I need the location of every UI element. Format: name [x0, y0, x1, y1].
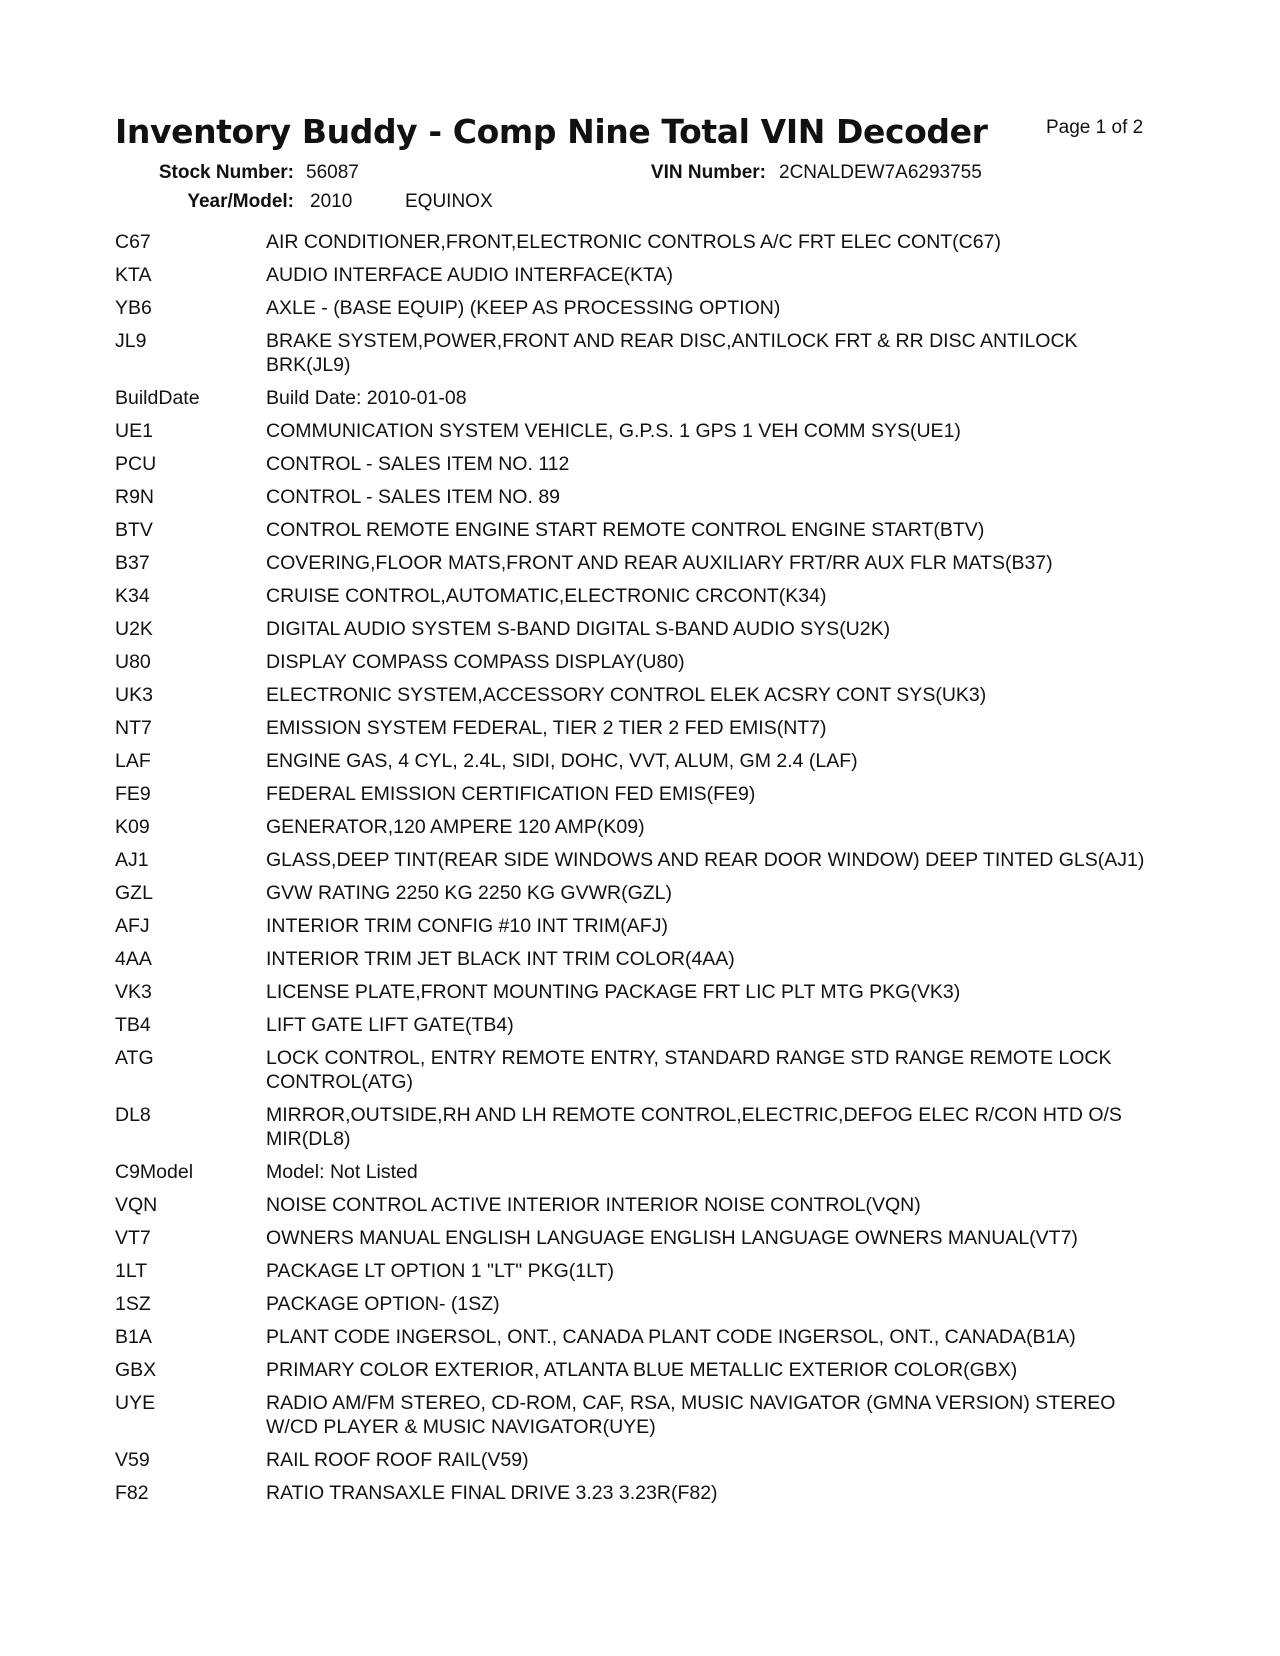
option-row — [115, 1013, 1160, 1037]
option-row — [115, 1046, 1160, 1094]
model-value: EQUINOX — [405, 191, 493, 212]
option-code: KTA — [115, 264, 152, 286]
option-description: BRAKE SYSTEM,POWER,FRONT AND REAR DISC,ANTILOCK FRT & RR DISC ANTILOCK BRK(JL9) — [266, 330, 1078, 376]
stock-number-label: Stock Number: — [158, 162, 294, 183]
option-code: TB4 — [115, 1014, 151, 1036]
option-row — [115, 518, 1160, 542]
option-code: ATG — [115, 1047, 154, 1069]
option-row — [115, 749, 1160, 773]
option-description: GENERATOR,120 AMPERE 120 AMP(K09) — [266, 816, 645, 838]
option-description: GVW RATING 2250 KG 2250 KG GVWR(GZL) — [266, 882, 672, 904]
option-row — [115, 1160, 1160, 1184]
option-description: FEDERAL EMISSION CERTIFICATION FED EMIS(FE9) — [266, 783, 756, 805]
vin-number-label: VIN Number: — [650, 162, 766, 183]
option-row — [115, 650, 1160, 674]
option-description: DIGITAL AUDIO SYSTEM S-BAND DIGITAL S-BAND AUDIO SYS(U2K) — [266, 618, 891, 640]
option-description: CONTROL REMOTE ENGINE START REMOTE CONTROL ENGINE START(BTV) — [266, 519, 985, 541]
page-title: Inventory Buddy - Comp Nine Total VIN Decoder — [115, 112, 988, 151]
option-description: MIRROR,OUTSIDE,RH AND LH REMOTE CONTROL,ELECTRIC,DEFOG ELEC R/CON HTD O/S MIR(DL8) — [266, 1104, 1122, 1150]
option-code: C9Model — [115, 1161, 194, 1183]
option-code: U80 — [115, 651, 151, 673]
option-description: PACKAGE OPTION- (1SZ) — [266, 1293, 500, 1315]
option-code: JL9 — [115, 330, 147, 352]
option-code: BTV — [115, 519, 153, 541]
option-code: VQN — [115, 1194, 158, 1216]
option-description: ELECTRONIC SYSTEM,ACCESSORY CONTROL ELEK ACSRY CONT SYS(UK3) — [266, 684, 987, 706]
option-code: FE9 — [115, 783, 151, 805]
option-code: B37 — [115, 552, 150, 574]
option-code: PCU — [115, 453, 157, 475]
option-code: UYE — [115, 1392, 156, 1414]
option-row — [115, 296, 1160, 320]
option-row — [115, 914, 1160, 938]
option-row — [115, 1259, 1160, 1283]
option-code: U2K — [115, 618, 153, 640]
option-row — [115, 1103, 1160, 1151]
option-description: AUDIO INTERFACE AUDIO INTERFACE(KTA) — [266, 264, 674, 286]
option-code: AFJ — [115, 915, 150, 937]
option-row — [115, 386, 1160, 410]
option-code: GZL — [115, 882, 153, 904]
option-code: VK3 — [115, 981, 152, 1003]
option-row — [115, 716, 1160, 740]
option-code: AJ1 — [115, 849, 149, 871]
option-description: LOCK CONTROL, ENTRY REMOTE ENTRY, STANDARD RANGE STD RANGE REMOTE LOCK CONTROL(ATG) — [266, 1047, 1112, 1093]
option-row — [115, 848, 1160, 872]
option-code: F82 — [115, 1482, 149, 1504]
option-row — [115, 1481, 1160, 1505]
option-code: B1A — [115, 1326, 152, 1348]
option-description: INTERIOR TRIM JET BLACK INT TRIM COLOR(4AA) — [266, 948, 735, 970]
option-row — [115, 1448, 1160, 1472]
option-code-list — [115, 230, 1160, 1514]
option-row — [115, 329, 1160, 377]
option-description: CRUISE CONTROL,AUTOMATIC,ELECTRONIC CRCONT(K34) — [266, 585, 827, 607]
option-row — [115, 485, 1160, 509]
option-code: LAF — [115, 750, 151, 772]
option-description: COVERING,FLOOR MATS,FRONT AND REAR AUXILIARY FRT/RR AUX FLR MATS(B37) — [266, 552, 1053, 574]
option-row — [115, 230, 1160, 254]
option-description: CONTROL - SALES ITEM NO. 89 — [266, 486, 561, 508]
option-row — [115, 881, 1160, 905]
option-code: 4AA — [115, 948, 152, 970]
option-row — [115, 584, 1160, 608]
option-description: Model: Not Listed — [266, 1161, 418, 1183]
option-description: CONTROL - SALES ITEM NO. 112 — [266, 453, 570, 475]
option-description: PACKAGE LT OPTION 1 "LT" PKG(1LT) — [266, 1260, 614, 1282]
option-code: VT7 — [115, 1227, 151, 1249]
option-row — [115, 815, 1160, 839]
option-code: YB6 — [115, 297, 152, 319]
option-row — [115, 1325, 1160, 1349]
option-code: 1SZ — [115, 1293, 151, 1315]
option-row — [115, 419, 1160, 443]
option-code: 1LT — [115, 1260, 148, 1282]
option-code: K34 — [115, 585, 150, 607]
option-description: LICENSE PLATE,FRONT MOUNTING PACKAGE FRT LIC PLT MTG PKG(VK3) — [266, 981, 961, 1003]
option-description: RADIO AM/FM STEREO, CD-ROM, CAF, RSA, MUSIC NAVIGATOR (GMNA VERSION) STEREO W/CD PLAYER & MUSIC NAVIGATOR(UYE) — [266, 1392, 1116, 1438]
option-description: DISPLAY COMPASS COMPASS DISPLAY(U80) — [266, 651, 685, 673]
option-row — [115, 617, 1160, 641]
option-description: INTERIOR TRIM CONFIG #10 INT TRIM(AFJ) — [266, 915, 668, 937]
option-description: COMMUNICATION SYSTEM VEHICLE, G.P.S. 1 GPS 1 VEH COMM SYS(UE1) — [266, 420, 961, 442]
option-description: PRIMARY COLOR EXTERIOR, ATLANTA BLUE METALLIC EXTERIOR COLOR(GBX) — [266, 1359, 1018, 1381]
option-row — [115, 1292, 1160, 1316]
option-description: AIR CONDITIONER,FRONT,ELECTRONIC CONTROLS A/C FRT ELEC CONT(C67) — [266, 231, 1001, 253]
page-number: Page 1 of 2 — [1046, 117, 1144, 138]
option-code: C67 — [115, 231, 151, 253]
option-description: RAIL ROOF ROOF RAIL(V59) — [266, 1449, 529, 1471]
option-row — [115, 452, 1160, 476]
year-model-label: Year/Model: — [187, 191, 294, 212]
option-description: AXLE - (BASE EQUIP) (KEEP AS PROCESSING OPTION) — [266, 297, 781, 319]
option-row — [115, 1193, 1160, 1217]
option-code: DL8 — [115, 1104, 151, 1126]
year-value: 2010 — [310, 191, 353, 212]
vin-number-value: 2CNALDEW7A6293755 — [779, 162, 982, 183]
option-description: LIFT GATE LIFT GATE(TB4) — [266, 1014, 514, 1036]
option-description: RATIO TRANSAXLE FINAL DRIVE 3.23 3.23R(F82) — [266, 1482, 718, 1504]
option-code: NT7 — [115, 717, 152, 739]
option-code: BuildDate — [115, 387, 200, 409]
option-code: UK3 — [115, 684, 153, 706]
option-row — [115, 1391, 1160, 1439]
option-description: NOISE CONTROL ACTIVE INTERIOR INTERIOR NOISE CONTROL(VQN) — [266, 1194, 921, 1216]
option-row — [115, 1226, 1160, 1250]
option-row — [115, 980, 1160, 1004]
option-description: PLANT CODE INGERSOL, ONT., CANADA PLANT CODE INGERSOL, ONT., CANADA(B1A) — [266, 1326, 1076, 1348]
stock-number-value: 56087 — [306, 162, 359, 183]
option-code: R9N — [115, 486, 155, 508]
option-code: UE1 — [115, 420, 153, 442]
option-description: Build Date: 2010-01-08 — [266, 387, 467, 409]
option-row — [115, 263, 1160, 287]
option-description: ENGINE GAS, 4 CYL, 2.4L, SIDI, DOHC, VVT, ALUM, GM 2.4 (LAF) — [266, 750, 858, 772]
option-description: OWNERS MANUAL ENGLISH LANGUAGE ENGLISH LANGUAGE OWNERS MANUAL(VT7) — [266, 1227, 1078, 1249]
option-description: GLASS,DEEP TINT(REAR SIDE WINDOWS AND REAR DOOR WINDOW) DEEP TINTED GLS(AJ1) — [266, 849, 1145, 871]
option-row — [115, 1358, 1160, 1382]
option-code: V59 — [115, 1449, 150, 1471]
option-row — [115, 551, 1160, 575]
option-row — [115, 683, 1160, 707]
option-row — [115, 782, 1160, 806]
option-code: K09 — [115, 816, 150, 838]
option-code: GBX — [115, 1359, 157, 1381]
option-description: EMISSION SYSTEM FEDERAL, TIER 2 TIER 2 FED EMIS(NT7) — [266, 717, 827, 739]
option-row — [115, 947, 1160, 971]
